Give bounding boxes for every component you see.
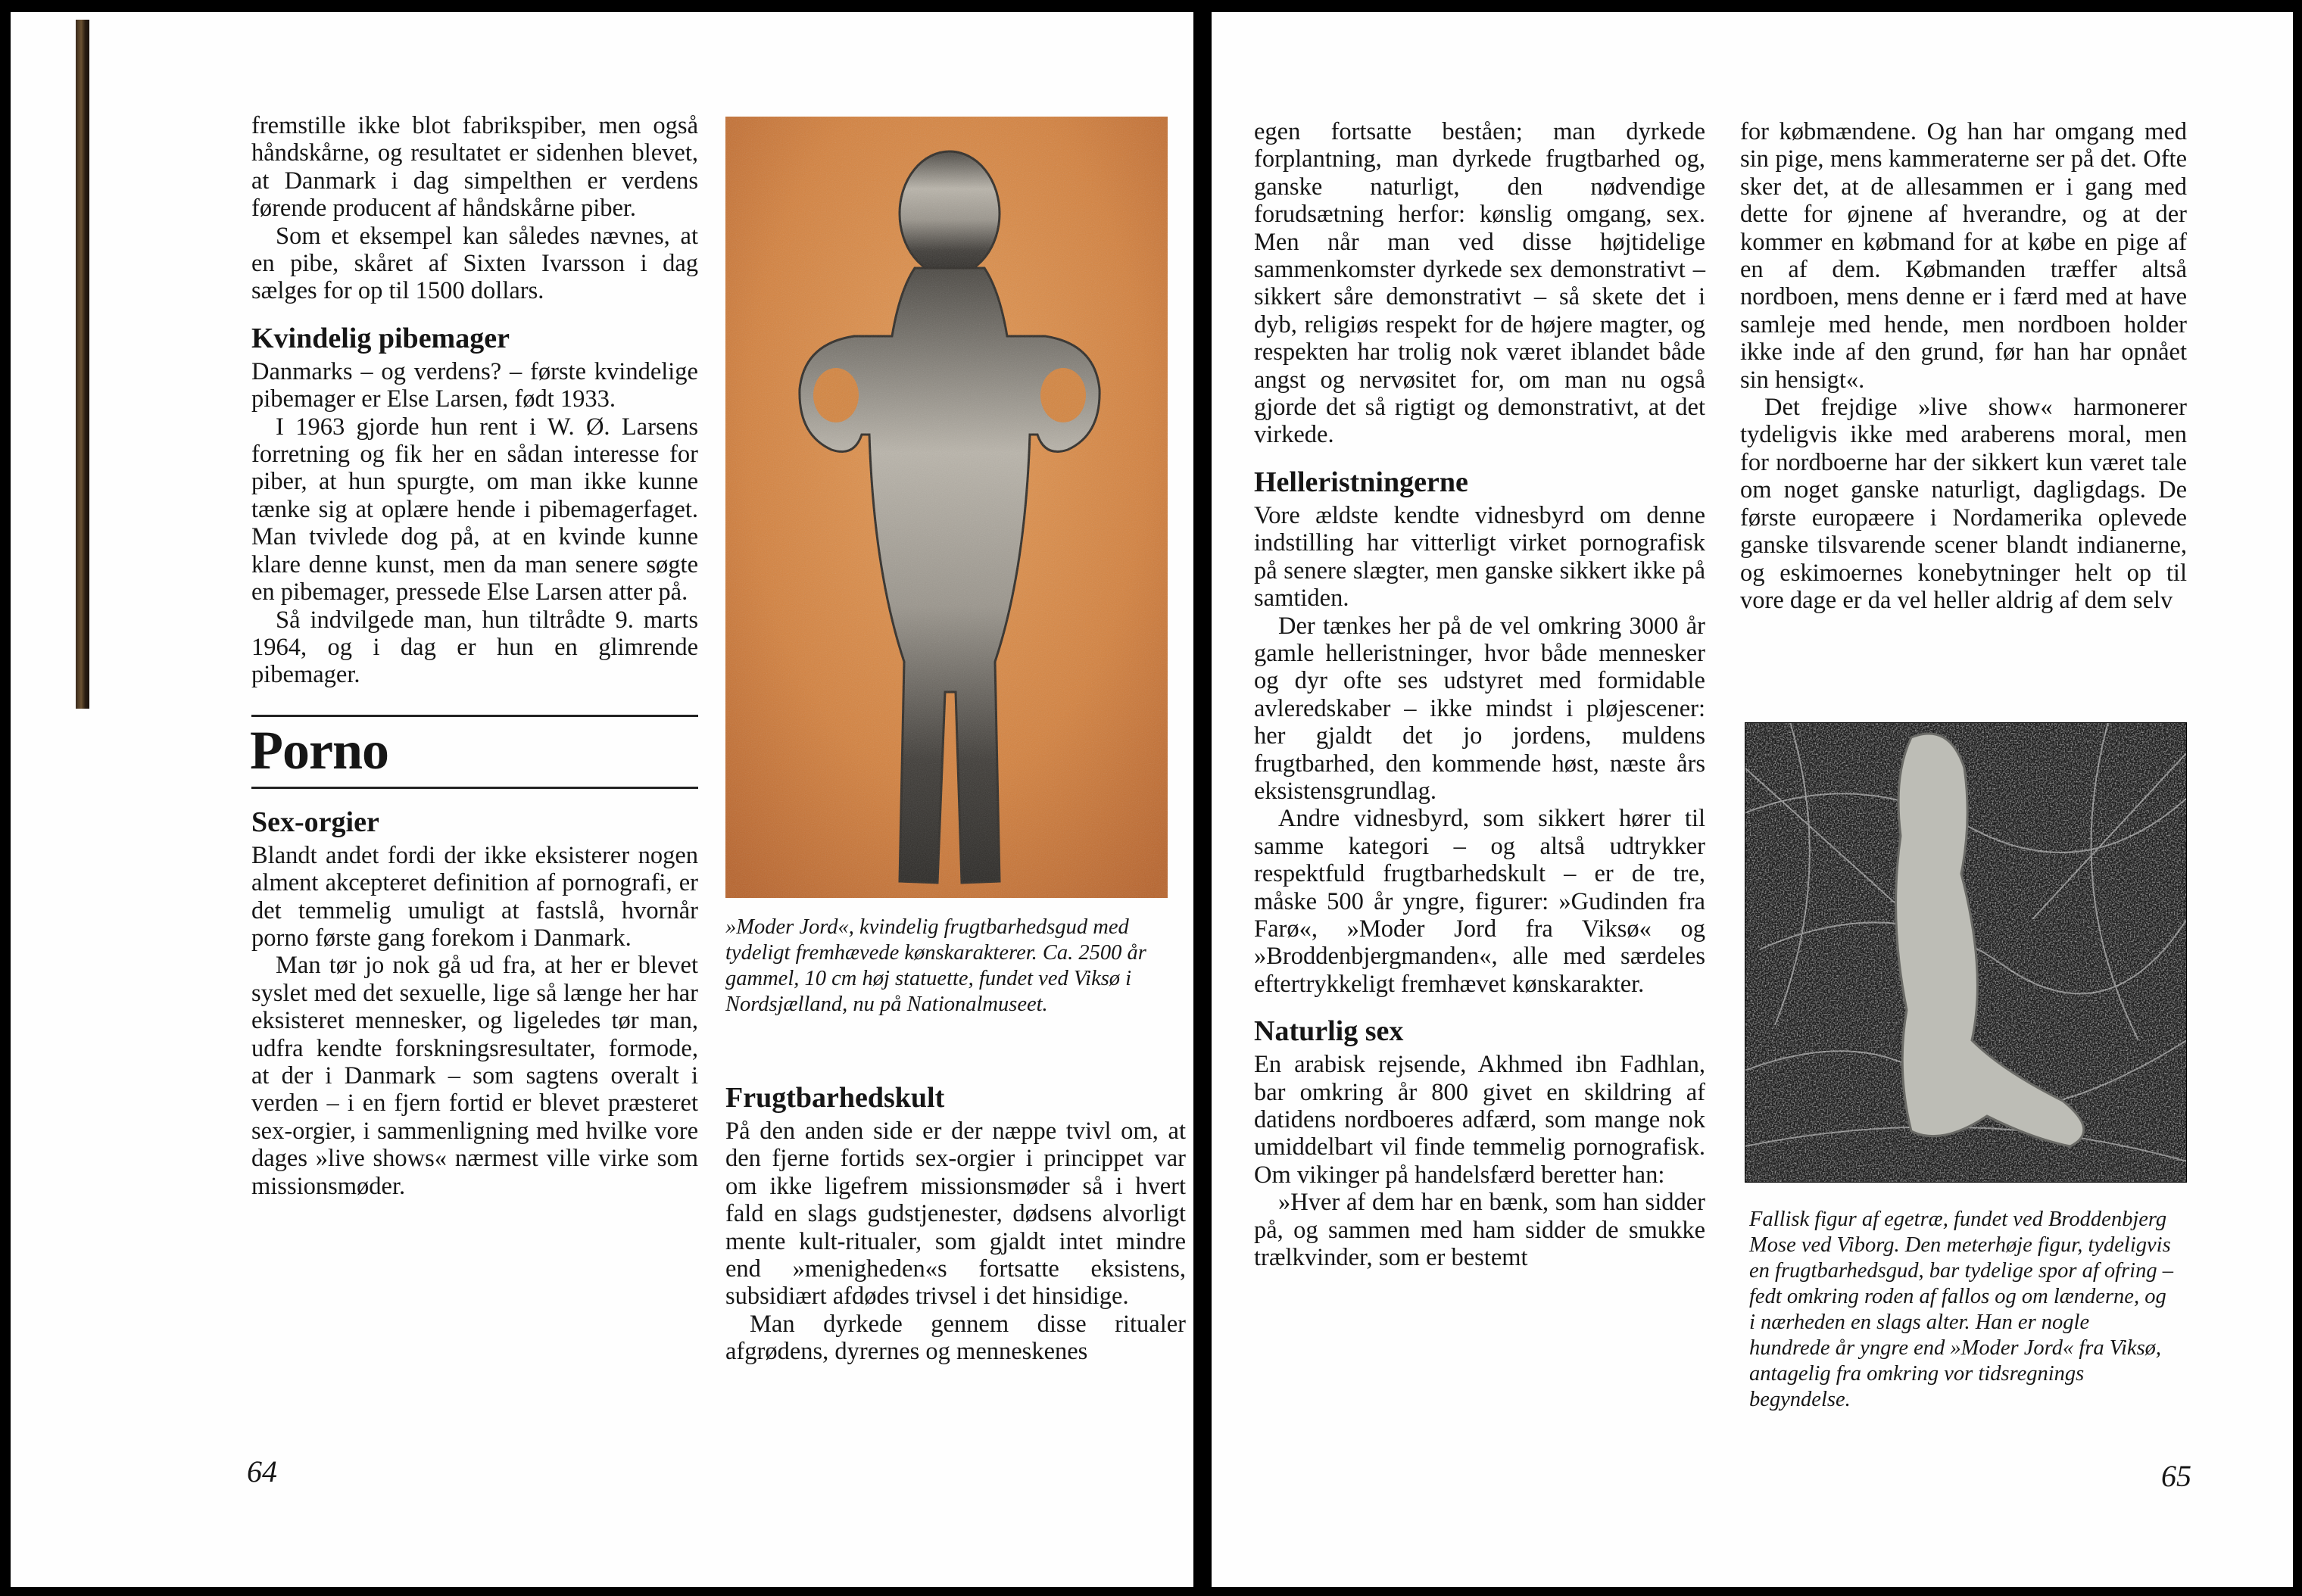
chapter-title-porno: Porno (250, 719, 388, 781)
paragraph: egen fortsatte beståen; man dyrkede forplantning, man dyrkede frugtbarhed og, ganske naturligt, den nødvendige forudsætning herfor: kønslig omgang, sex. Men når man ved disse højtidelige sammenkomster dyrkede sex demonstrativt – sikkert såre demonstrativt – så skete det i dyb, religiøs respekt for de højere magter, og respekten har trolig nok været iblandet både angst og nervøsitet for, om man nu også gjorde det så rigtigt og demonstrativt, at det virkede. (1254, 118, 1705, 449)
title-rule-top (251, 715, 698, 717)
title-rule-bottom (251, 787, 698, 789)
paragraph: for købmændene. Og han har omgang med sin pige, mens kammeraterne ser på det. Ofte sker det, at de allesammen er i gang med dette for øjnene af hverandre, og at der kommer en købmand for at købe en pige af en af dem. Købmanden træffer altså nordboen, mens denne er i færd med at have samleje med hende, men nordboen holder ikke inde af den grund, før han har opnået sin hensigt«. (1740, 118, 2187, 394)
paragraph: Danmarks – og verdens? – første kvindelige pibemager er Else Larsen, født 1933. (251, 357, 698, 413)
page-number: 64 (247, 1454, 277, 1488)
section-heading-helleristningerne: Helleristningerne (1254, 466, 1468, 498)
left-text-column-2 (725, 1081, 1186, 1366)
section-heading-sex-orgier: Sex-orgier (251, 806, 379, 838)
section-heading-kvindelig-pibemager: Kvindelig pibemager (251, 322, 510, 354)
book-spine-edge (76, 20, 89, 709)
paragraph: »Hver af dem har en bænk, som han sidder på, og sammen med ham sidder de smukke trælkvinder, som er bestemt (1254, 1189, 1705, 1272)
paragraph: Der tænkes her på de vel omkring 3000 år gamle helleristninger, hvor både mennesker og dyr ofte ses udstyret med formidable avleredskaber – ikke mindst i pløjescener: her gjaldt det jo jordens, muldens frugtbarhed, den kommende høst, næste års eksistensgrundlag. (1254, 612, 1705, 805)
page-number: 65 (2161, 1459, 2191, 1493)
section-heading-frugtbarhedskult: Frugtbarhedskult (725, 1082, 945, 1114)
paragraph: Man tør jo nok gå ud fra, at her er blevet syslet med det sexuelle, lige så længe her har eksisteret mennesker, og ligeledes tør man, udfra kendte forskningsresultater, formode, at der i Danmark – som sagtens overalt i verden – i en fjern fortid er blevet præsteret sex-orgier, i sammenligning med hvilke vore dages »live shows« nærmest ville virke som missionsmøder. (251, 952, 698, 1200)
paragraph: Som et eksempel kan således nævnes, at en pibe, skåret af Sixten Ivarsson i dag sælges for op til 1500 dollars. (251, 222, 698, 305)
paragraph: fremstille ikke blot fabrikspiber, men også håndskårne, og resultatet er sidenhen blevet, at Danmark i dag simpelthen er verdens førende producent af håndskårne piber. (251, 112, 698, 223)
paragraph: I 1963 gjorde hun rent i W. Ø. Larsens forretning og fik her en sådan interesse for piber, at hun spurgte, om man ikke kunne tænke sig at oplære hende i pibemagerfaget. Man tvivlede dog på, at en kvinde kunne klare denne kunst, men da man senere søgte en pibemager, pressede Else Larsen atter på. (251, 413, 698, 606)
right-text-column-2 (1740, 118, 2187, 614)
left-text-column (251, 112, 698, 1200)
paragraph: Vore ældste kendte vidnesbyrd om denne indstilling har vitterligt virket pornografisk på senere slægter, men ganske sikkert ikke på samtiden. (1254, 501, 1705, 613)
right-page (1212, 12, 2293, 1587)
moder-jord-photo (725, 117, 1168, 898)
right-text-column (1254, 118, 1705, 1271)
paragraph: Man dyrkede gennem disse ritualer afgrødens, dyrernes og menneskenes (725, 1310, 1186, 1366)
paragraph: Andre vidnesbyrd, som sikkert hører til samme kategori – og altså udtrykker respektfuld frugtbarhedskult – er de tre, måske 500 år yngre, figurer: »Gudinden fra Farø«, »Moder Jord fra Viksø« og »Broddenbjergmanden«, alle med særdeles eftertrykkeligt fremhævet kønskarakter. (1254, 805, 1705, 998)
paragraph: En arabisk rejsende, Akhmed ibn Fadhlan, bar omkring år 800 givet en skildring af datidens nordboeres adfærd, som mange nok umiddelbart vil finde temmelig pornografisk. Om vikinger på handelsfærd beretter han: (1254, 1051, 1705, 1189)
section-heading-naturlig-sex: Naturlig sex (1254, 1015, 1404, 1048)
paragraph: På den anden side er der næppe tvivl om, at den fjerne fortids sex-orgier i princippet var om ikke ligefrem missionsmøder så i hvert fald en slags gudstjenester, dødsens alvorligt mente kult-ritualer, som gjaldt intet mindre end »menigheden«s fortsatte eksistens, subsidiært afdødes trivsel i det hinsidige. (725, 1118, 1186, 1311)
photo-caption: Fallisk figur af egetræ, fundet ved Broddenbjerg Mose ved Viborg. Den meterhøje figur, tydeligvis en frugtbarhedsgud, bar tydelige spor af ofring – fedt omkring roden af fallos og om lænderne, og i nærheden en slags alter. Han er nogle hundrede år yngre end »Moder Jord« fra Viksø, antagelig fra omkring vor tidsregnings begyndelse. (1749, 1208, 2173, 1411)
paragraph: Blandt andet fordi der ikke eksisterer nogen alment akcepteret definition af pornografi, er det temmelig umuligt at fastslå, hvornår porno første gang forekom i Danmark. (251, 841, 698, 952)
paragraph: Så indvilgede man, hun tiltrådte 9. marts 1964, og i dag er hun en glimrende pibemager. (251, 606, 698, 689)
left-page (11, 12, 1193, 1587)
paragraph: Det frejdige »live show« harmonerer tydeligvis ikke med araberens moral, men for nordboerne har der sikkert kun været tale om noget ganske naturligt, dagligdags. De første europæere i Nordamerika oplevede ganske tilsvarende scener blandt indianerne, og eskimoernes konebytninger helt op til vore dage er da vel heller aldrig af dem selv (1740, 394, 2187, 614)
photo-caption: »Moder Jord«, kvindelig frugtbarhedsgud med tydeligt fremhævede kønskarakterer. Ca. 2500 år gammel, 10 cm høj statuette, fundet ved Viksø i Nordsjælland, nu på Nationalmuseet. (725, 915, 1146, 1016)
broddenbjerg-figure-photo (1745, 722, 2187, 1183)
